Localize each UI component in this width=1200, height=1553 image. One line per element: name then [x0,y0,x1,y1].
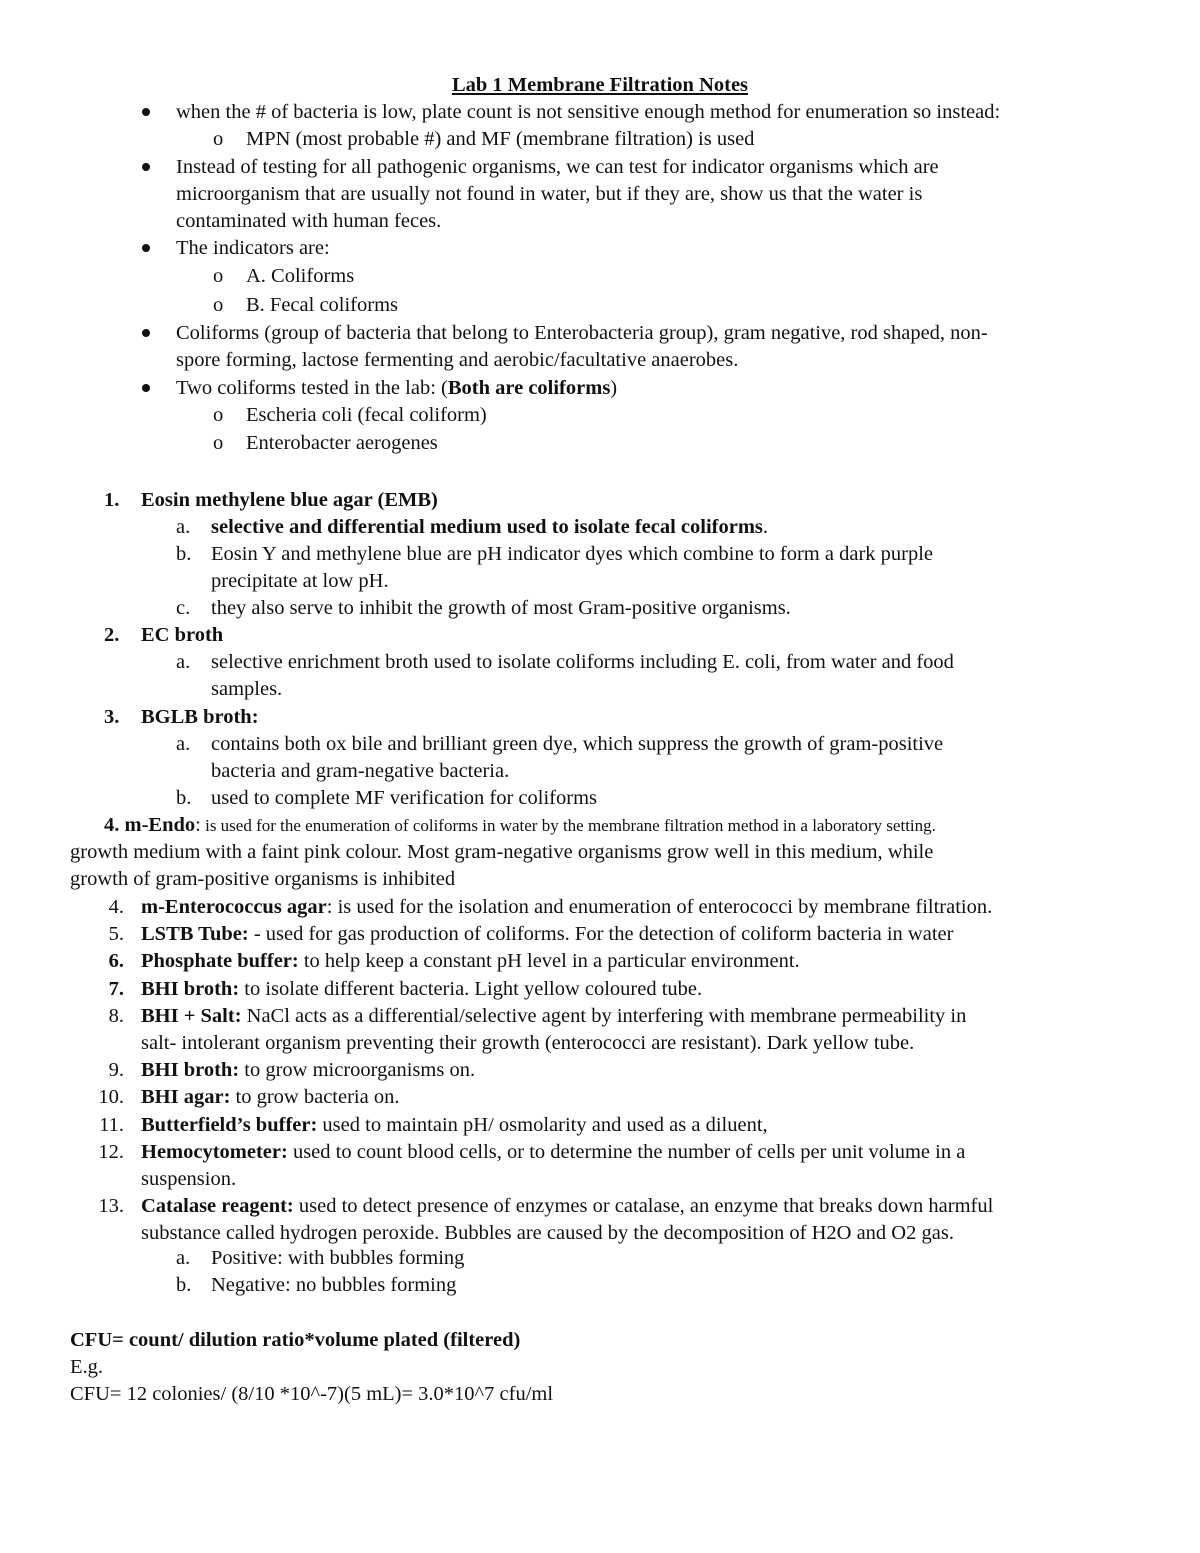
list-item [141,1166,236,1193]
list-number: 8. [108,1005,124,1027]
bullet-text: spore forming, lactose fermenting and aerobic/facultative anaerobes. [176,349,739,371]
list-item-description: to isolate different bacteria. Light yellow coloured tube. [239,978,703,1000]
media-heading: Eosin methylene blue agar (EMB) [141,489,438,511]
list-number: 11. [99,1114,124,1136]
media-heading: BGLB broth: [141,706,259,728]
list-letter: a. [176,516,191,538]
list-number: 6. [108,950,124,972]
list-item-description: substance called hydrogen peroxide. Bubbles are caused by the decomposition of H2O and O2 gas. [141,1222,954,1244]
list-item [141,1193,993,1220]
list-item [141,1003,966,1030]
list-item-description: : is used for the isolation and enumeration of enterococci by membrane filtration. [326,896,993,918]
m-endo-line: 4. m-Endo: is used for the enumeration of coliforms in water by the membrane filtration method in a laboratory setting. [104,814,936,836]
sub-bullet-text: MPN (most probable #) and MF (membrane filtration) is used [246,128,755,150]
list-item [141,921,953,948]
list-item-description: to help keep a constant pH level in a particular environment. [298,950,800,972]
list-item-term: BHI broth: [141,1059,240,1081]
m-endo-text: growth of gram-positive organisms is inhibited [70,868,456,890]
sub-bullet-text: B. Fecal coliforms [246,294,399,316]
list-item [141,1112,768,1139]
list-item-description: used to count blood cells, or to determine the number of cells per unit volume in a [287,1141,966,1163]
list-letter: b. [176,787,192,809]
formula-example: CFU= 12 colonies/ (8/10 *10^-7)(5 mL)= 3.0*10^7 cfu/ml [70,1383,554,1405]
list-text: precipitate at low pH. [211,570,389,592]
bullet-text: microorganism that are usually not found in water, but if they are, show us that the water is [176,183,923,205]
list-number: 3. [104,706,120,728]
list-item-term: m-Enterococcus agar [141,896,327,918]
list-text: Negative: no bubbles forming [211,1274,457,1296]
list-number: 12. [98,1141,124,1163]
list-item [141,976,702,1003]
list-number: 2. [104,624,120,646]
sub-bullet-marker: o [213,265,224,287]
list-text: samples. [211,678,283,700]
bullet-text: The indicators are: [176,237,330,259]
formula-example-label: E.g. [70,1356,104,1378]
list-item [141,894,992,921]
list-item-description: suspension. [141,1168,237,1190]
list-item [141,1220,954,1247]
list-letter: b. [176,543,192,565]
list-number: 7. [108,978,124,1000]
list-letter: c. [176,597,191,619]
list-item-description: used to detect presence of enzymes or catalase, an enzyme that breaks down harmful [293,1195,994,1217]
formula-heading: CFU= count/ dilution ratio*volume plated (filtered) [70,1329,521,1351]
list-item-term: BHI + Salt: [141,1005,242,1027]
list-item [141,948,800,975]
list-number: 5. [108,923,124,945]
bullet-dot-icon [139,320,153,347]
bullet-dot-icon [139,99,153,126]
list-item-description: NaCl acts as a differential/selective agent by interfering with membrane permeability in [241,1005,967,1027]
list-item-description: salt- intolerant organism preventing their growth (enterococci are resistant). Dark yellow tube. [141,1032,915,1054]
list-number: 13. [98,1195,124,1217]
list-number: 10. [98,1086,124,1108]
list-number: 9. [108,1059,124,1081]
list-item [141,1030,914,1057]
list-item-description: to grow bacteria on. [230,1086,400,1108]
document-title: Lab 1 Membrane Filtration Notes [451,74,749,96]
list-text: selective enrichment broth used to isolate coliforms including E. coli, from water and food [211,651,954,673]
list-letter: a. [176,651,191,673]
sub-bullet-marker: o [213,432,224,454]
sub-bullet-marker: o [213,404,224,426]
list-item [141,1084,399,1111]
list-number: 1. [104,489,120,511]
list-item-term: Phosphate buffer: [141,950,299,972]
list-item-term: BHI agar: [141,1086,231,1108]
list-item [141,1139,965,1166]
bullet-dot-icon [139,154,153,181]
sub-bullet-text: A. Coliforms [246,265,355,287]
list-item-term: Butterfield’s buffer: [141,1114,318,1136]
list-text: bacteria and gram-negative bacteria. [211,760,510,782]
list-item-term: BHI broth: [141,978,240,1000]
list-text: selective and differential medium used to isolate fecal coliforms. [211,516,769,538]
media-heading: EC broth [141,624,224,646]
list-letter: a. [176,733,191,755]
bullet-text: Coliforms (group of bacteria that belong to Enterobacteria group), gram negative, rod shaped, non- [176,322,988,344]
list-text: Eosin Y and methylene blue are pH indicator dyes which combine to form a dark purple [211,543,934,565]
bullet-dot-icon [139,375,153,402]
list-item-description: used to maintain pH/ osmolarity and used as a diluent, [317,1114,768,1136]
list-item-term: LSTB Tube: [141,923,249,945]
m-endo-text: growth medium with a faint pink colour. Most gram-negative organisms grow well in this medium, while [70,841,934,863]
list-item [141,1057,475,1084]
list-item-term: Hemocytometer: [141,1141,288,1163]
sub-bullet-text: Enterobacter aerogenes [246,432,438,454]
list-text: contains both ox bile and brilliant green dye, which suppress the growth of gram-positive [211,733,944,755]
bullet-text: when the # of bacteria is low, plate count is not sensitive enough method for enumeration so instead: [176,101,1001,123]
list-item-description: to grow microorganisms on. [239,1059,476,1081]
sub-bullet-text: Escheria coli (fecal coliform) [246,404,487,426]
list-text: Positive: with bubbles forming [211,1247,465,1269]
list-text: used to complete MF verification for coliforms [211,787,597,809]
bullet-dot-icon [139,235,153,262]
sub-bullet-marker: o [213,294,224,316]
list-item-term: Catalase reagent: [141,1195,294,1217]
sub-bullet-marker: o [213,128,224,150]
bullet-text: Instead of testing for all pathogenic organisms, we can test for indicator organisms which are [176,156,939,178]
bullet-text: contaminated with human feces. [176,210,442,232]
list-item-description: - used for gas production of coliforms. For the detection of coliform bacteria in water [248,923,954,945]
bullet-text: Two coliforms tested in the lab: (Both are coliforms) [176,377,618,399]
list-letter: b. [176,1274,192,1296]
list-number: 4. [108,896,124,918]
list-letter: a. [176,1247,191,1269]
list-text: they also serve to inhibit the growth of most Gram-positive organisms. [211,597,791,619]
